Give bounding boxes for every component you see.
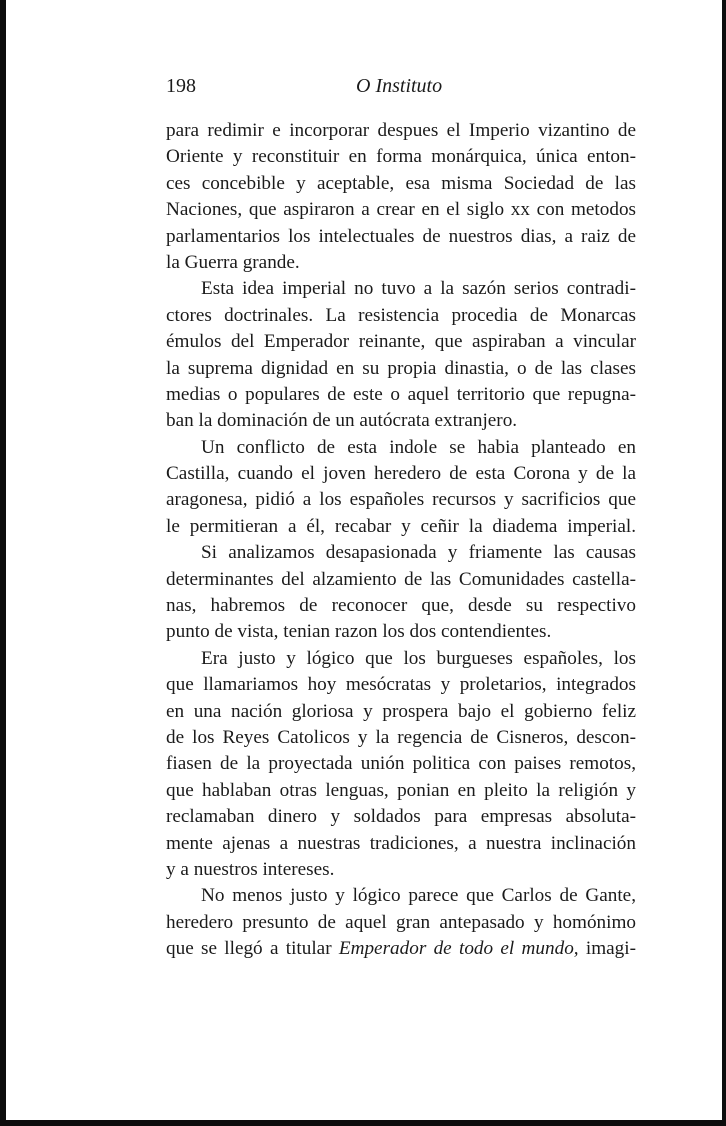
text-line: determinantes del alzamiento de las Comunidades castella- [166, 568, 636, 590]
text-line: ces concebible y aceptable, esa misma Sociedad de las [166, 172, 636, 194]
text-line: punto de vista, tenian razon los dos contendientes. [166, 621, 552, 643]
text-line: Castilla, cuando el joven heredero de esta Corona y de la [166, 463, 636, 485]
scan-border-bottom [0, 1120, 726, 1126]
text-line: la Guerra grande. [166, 251, 300, 273]
text-line: parlamentarios los intelectuales de nuestros dias, a raiz de [166, 225, 636, 247]
text-line: Era justo y lógico que los burgueses españoles, los [201, 647, 636, 669]
text-line: en una nación gloriosa y prospera bajo el gobierno feliz [166, 700, 636, 722]
text-line: le permitieran a él, recabar y ceñir la diadema imperial. [166, 515, 636, 537]
body-text [166, 118, 636, 963]
running-title: O Instituto [356, 75, 443, 97]
text-line-with-italic [166, 936, 636, 962]
paragraph [166, 540, 636, 646]
text-line: émulos del Emperador reinante, que aspiraban a vincular [166, 331, 636, 353]
paragraph [166, 276, 636, 434]
text-line: que llamariamos hoy mesócratas y proletarios, integrados [166, 674, 636, 696]
text-run: que se llegó a titular [166, 938, 339, 960]
text-line: nas, habremos de reconocer que, desde su respectivo [166, 595, 636, 617]
text-line: ctores doctrinales. La resistencia procedia de Monarcas [166, 304, 636, 326]
text-line: Un conflicto de esta indole se habia planteado en [201, 436, 636, 458]
page-header [166, 75, 636, 103]
text-line: reclamaban dinero y soldados para empresas absoluta- [166, 806, 636, 828]
text-line: No menos justo y lógico parece que Carlos de Gante, [201, 885, 636, 907]
scan-border-left [0, 0, 6, 1126]
paragraph [166, 883, 636, 962]
text-line: fiasen de la proyectada unión politica con paises remotos, [166, 753, 636, 775]
text-line: Naciones, que aspiraron a crear en el siglo xx con metodos [166, 199, 636, 221]
text-line: Si analizamos desapasionada y friamente las causas [201, 542, 636, 564]
text-line: Esta idea imperial no tuvo a la sazón serios contradi- [201, 278, 636, 300]
text-line: medias o populares de este o aquel territorio que repugna- [166, 383, 636, 405]
text-line: de los Reyes Catolicos y la regencia de Cisneros, descon- [166, 726, 636, 748]
text-line: ban la dominación de un autócrata extranjero. [166, 410, 518, 432]
text-line: la suprema dignidad en su propia dinastia, o de las clases [166, 357, 636, 379]
text-line: heredero presunto de aquel gran antepasado y homónimo [166, 911, 636, 933]
text-line: y a nuestros intereses. [166, 858, 335, 880]
text-line: mente ajenas a nuestras tradiciones, a nuestra inclinación [166, 832, 636, 854]
paragraph [166, 435, 636, 541]
text-run: imagi- [578, 938, 636, 960]
text-line: aragonesa, pidió a los españoles recursos y sacrificios que [166, 489, 636, 511]
text-line: para redimir e incorporar despues el Imperio vizantino de [166, 120, 636, 141]
page-number: 198 [166, 75, 196, 97]
scan-border-right [722, 0, 726, 1126]
text-line: que hablaban otras lenguas, ponian en pleito la religión y [166, 779, 636, 801]
italic-title: Emperador de todo el mundo, [338, 938, 579, 960]
text-line: Oriente y reconstituir en forma monárquica, única enton- [166, 146, 636, 168]
paragraph [166, 118, 636, 276]
paragraph [166, 646, 636, 884]
